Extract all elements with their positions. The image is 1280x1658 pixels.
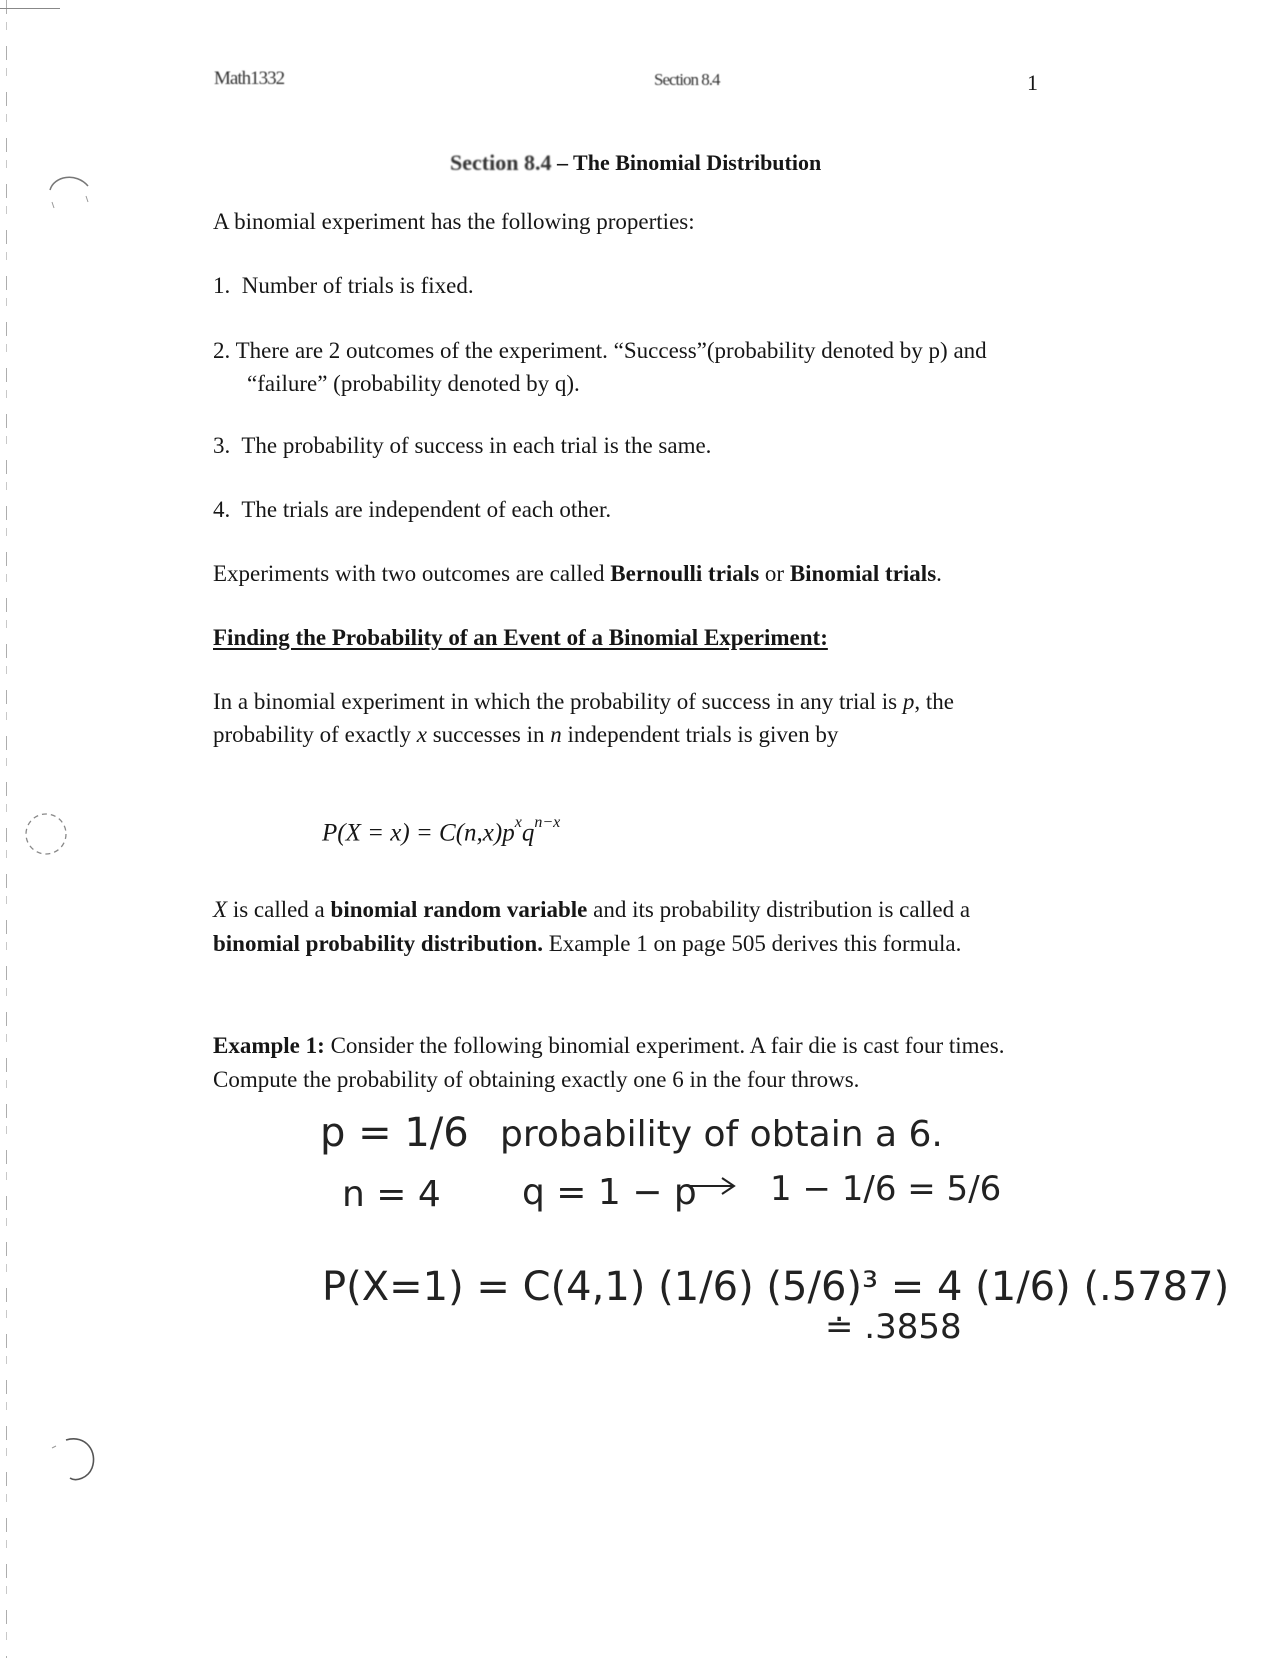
definition-text: independent trials is given by — [561, 722, 839, 747]
hand-result: ≐ .3858 — [825, 1307, 962, 1347]
property-number: 1. — [213, 273, 231, 298]
header-course: Math1332 — [214, 68, 285, 89]
header-section: Section 8.4 — [654, 70, 720, 89]
intro-text: A binomial experiment has the following properties: — [213, 209, 695, 234]
var-x: x — [416, 722, 427, 747]
page-number: 1 — [1027, 70, 1038, 95]
definition-text: successes in — [426, 722, 551, 747]
hand-calculation: P(X=1) = C(4,1) (1/6) (5/6)³ = 4 (1/6) (.5787) — [322, 1264, 1230, 1310]
term-binomial-probability-distribution: binomial probability distribution. — [213, 931, 543, 956]
bernoulli-pre: Experiments with two outcomes are called — [213, 561, 611, 586]
term-bernoulli-trials: Bernoulli trials — [610, 561, 760, 586]
property-2-continuation: “failure” (probability denoted by q). — [247, 371, 580, 396]
term-binomial-random-variable: binomial random variable — [330, 897, 588, 922]
var-p: p — [902, 689, 915, 714]
property-number: 2. — [213, 338, 231, 363]
hand-p-value: p = 1/6 — [320, 1110, 469, 1156]
title-section-label: Section 8.4 — [450, 150, 552, 175]
formula-main: P(X = x) = C(n,x)p — [322, 819, 515, 847]
hand-q-formula: q = 1 − p — [522, 1172, 697, 1213]
title-text: – The Binomial Distribution — [551, 150, 822, 175]
rv-text: and its probability distribution is called a — [587, 897, 971, 922]
bernoulli-mid: or — [759, 561, 790, 586]
example-1-line-2: Compute the probability of obtaining exactly one 6 in the four throws. — [213, 1067, 860, 1092]
var-n: n — [550, 722, 562, 747]
hand-n-value: n = 4 — [342, 1174, 441, 1215]
rv-text: is called a — [227, 897, 331, 922]
definition-text: In a binomial experiment in which the probability of success in any trial is — [213, 689, 903, 714]
term-binomial-trials: Binomial trials — [789, 561, 937, 586]
property-number: 4. — [213, 497, 231, 522]
hand-probability-note: probability of obtain a 6. — [500, 1114, 943, 1155]
example-text: Consider the following binomial experiment. A fair die is cast four times. — [324, 1033, 1005, 1058]
formula-q: q — [521, 819, 535, 847]
property-text: The probability of success in each trial is the same. — [241, 433, 712, 458]
property-number: 3. — [213, 433, 231, 458]
definition-text: probability of exactly — [213, 722, 417, 747]
definition-text: , the — [914, 689, 954, 714]
property-text: Number of trials is fixed. — [241, 273, 474, 298]
section-heading: Finding the Probability of an Event of a Binomial Experiment: — [213, 625, 828, 650]
bernoulli-post: . — [936, 561, 942, 586]
rv-text: Example 1 on page 505 derives this formula. — [542, 931, 962, 956]
property-text: The trials are independent of each other. — [241, 497, 612, 522]
formula-exponent-n-minus-x: n−x — [534, 814, 561, 831]
example-label: Example 1: — [213, 1033, 325, 1058]
var-X: X — [213, 897, 228, 922]
property-text: There are 2 outcomes of the experiment. “Success”(probability denoted by p) and — [235, 338, 987, 363]
hand-q-value: 1 − 1/6 = 5/6 — [770, 1169, 1002, 1209]
formula-exponent-x: x — [514, 814, 522, 831]
